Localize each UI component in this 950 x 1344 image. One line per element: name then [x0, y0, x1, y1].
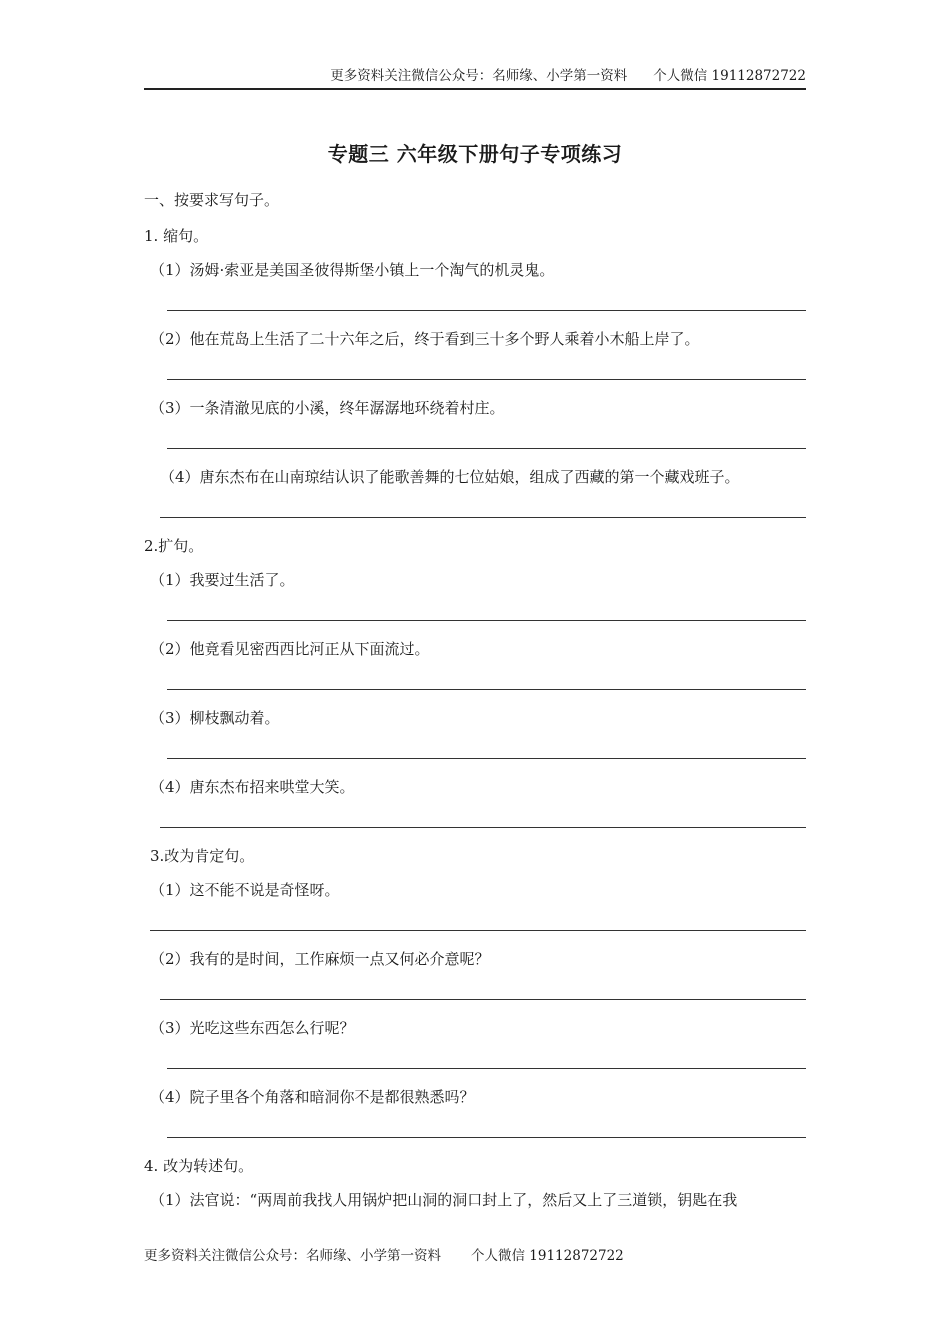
question-item: （3）一条清澈见底的小溪，终年潺潺地环绕着村庄。 [150, 399, 505, 417]
answer-line[interactable] [167, 310, 806, 311]
question-item: （2）他竟看见密西西比河正从下面流过。 [150, 640, 430, 658]
part-heading-expand: 2.扩句。 [144, 537, 204, 555]
part-heading-affirmative: 3.改为肯定句。 [150, 847, 255, 865]
answer-line[interactable] [167, 1068, 806, 1069]
footer-wechat: 个人微信 19112872722 [471, 1248, 624, 1264]
answer-line[interactable] [167, 689, 806, 690]
page-header [144, 66, 806, 90]
page-footer [144, 1246, 624, 1266]
answer-line[interactable] [167, 448, 806, 449]
header-text: 更多资料关注微信公众号：名师缘、小学第一资料 [330, 68, 628, 84]
question-item: （2）我有的是时间，工作麻烦一点又何必介意呢？ [150, 950, 490, 968]
answer-line[interactable] [150, 930, 806, 931]
question-item: （1）汤姆·索亚是美国圣彼得斯堡小镇上一个淘气的机灵鬼。 [150, 261, 555, 279]
question-item: （4）唐东杰布在山南琼结认识了能歌善舞的七位姑娘，组成了西藏的第一个藏戏班子。 [160, 468, 740, 486]
part-heading-indirect: 4. 改为转述句。 [144, 1157, 254, 1175]
part-heading-shrink: 1. 缩句。 [144, 227, 209, 245]
answer-line[interactable] [167, 620, 806, 621]
question-item: （3）光吃这些东西怎么行呢？ [150, 1019, 355, 1037]
section-heading: 一、按要求写句子。 [144, 191, 280, 209]
question-item: （1）法官说：“两周前我找人用锅炉把山洞的洞口封上了，然后又上了三道锁，钥匙在我 [150, 1191, 738, 1209]
answer-line[interactable] [160, 999, 806, 1000]
question-item: （2）他在荒岛上生活了二十六年之后，终于看到三十多个野人乘着小木船上岸了。 [150, 330, 700, 348]
page-title: 专题三 六年级下册句子专项练习 [327, 142, 623, 166]
question-item: （1）这不能不说是奇怪呀。 [150, 881, 340, 899]
question-item: （3）柳枝飘动着。 [150, 709, 280, 727]
header-wechat: 个人微信 19112872722 [653, 68, 806, 84]
answer-line[interactable] [160, 517, 806, 518]
answer-line[interactable] [167, 758, 806, 759]
footer-text: 更多资料关注微信公众号：名师缘、小学第一资料 [144, 1248, 441, 1264]
answer-line[interactable] [167, 1137, 806, 1138]
question-item: （4）院子里各个角落和暗洞你不是都很熟悉吗？ [150, 1088, 475, 1106]
question-item: （1）我要过生活了。 [150, 571, 295, 589]
answer-line[interactable] [160, 827, 806, 828]
question-item: （4）唐东杰布招来哄堂大笑。 [150, 778, 355, 796]
answer-line[interactable] [167, 379, 806, 380]
